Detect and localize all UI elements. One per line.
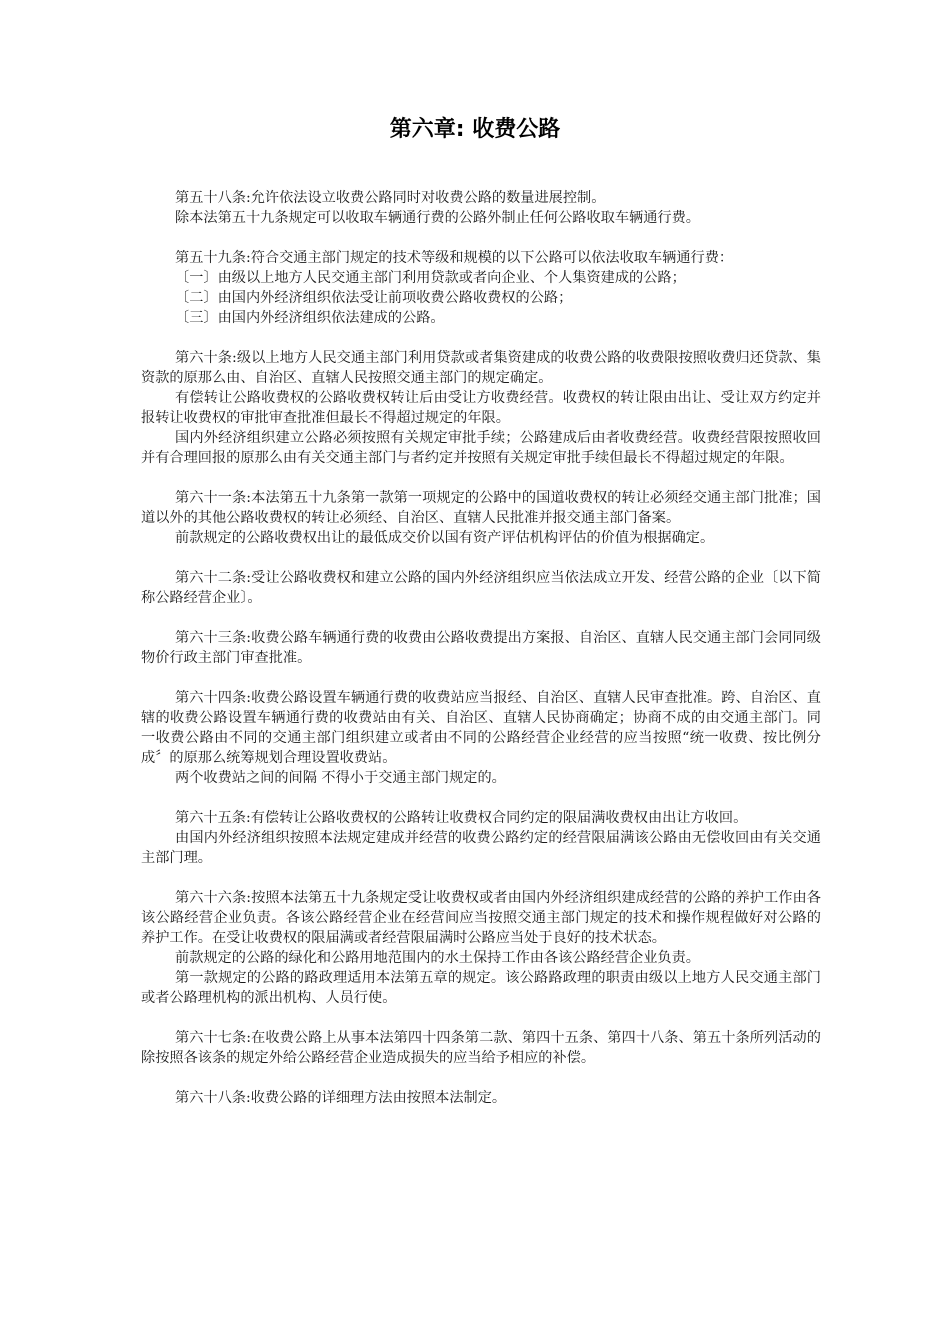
article-62 [141,568,821,608]
article-list-item: 〔三〕由国内外经济组织依法建成的公路。 [175,310,445,326]
article-paragraph: 两个收费站之间的间隔 不得小于交通主部门规定的。 [175,770,506,786]
article-paragraph: 第六十二条:受让公路收费权和建立公路的国内外经济组织应当依法成立开发、经营公路的企业〔以下简称公路经营企业〕。 [141,570,821,606]
article-paragraph: 有偿转让公路收费权的公路收费权转让后由受让方收费经营。收费权的转让限由出让、受让双方约定并报转让收费权的审批审查批准但最长不得超过规定的年限。 [141,390,821,426]
article-paragraph: 第六十一条:本法第五十九条第一款第一项规定的公路中的国道收费权的转让必须经交通主部门批准；国道以外的其他公路收费权的转让必须经、自治区、直辖人民批准并报交通主部门备案。 [141,490,821,526]
article-paragraph: 前款规定的公路的绿化和公路用地范围内的水土保持工作由各该公路经营企业负责。 [175,950,700,966]
article-paragraph: 第一款规定的公路的路政理适用本法第五章的规定。该公路路政理的职责由级以上地方人民交通主部门或者公路理机构的派出机构、人员行使。 [141,970,821,1006]
article-64 [141,688,821,788]
article-paragraph: 由国内外经济组织按照本法规定建成并经营的收费公路约定的经营限届满该公路由无偿收回由有关交通主部门理。 [141,830,821,866]
article-paragraph: 第六十条:级以上地方人民交通主部门利用贷款或者集资建成的收费公路的收费限按照收费归还贷款、集资款的原那么由、自治区、直辖人民按照交通主部门的规定确定。 [141,350,821,386]
article-68 [141,1088,821,1108]
document-body [141,188,821,1128]
article-67 [141,1028,821,1068]
article-paragraph: 第五十九条:符合交通主部门规定的技术等级和规模的以下公路可以依法收取车辆通行费： [175,250,734,266]
article-paragraph: 第六十八条:收费公路的详细理方法由按照本法制定。 [175,1090,507,1106]
article-paragraph: 除本法第五十九条规定可以收取车辆通行费的公路外制止任何公路收取车辆通行费。 [175,210,700,226]
article-61 [141,488,821,548]
chapter-title: 第六章: 收费公路 [389,117,561,142]
article-paragraph: 国内外经济组织建立公路必须按照有关规定审批手续；公路建成后由者收费经营。收费经营限按照收回并有合理回报的原那么由有关交通主部门与者约定并按照有关规定审批手续但最长不得超过规定的年限。 [141,430,821,466]
article-paragraph: 第六十七条:在收费公路上从事本法第四十四条第二款、第四十五条、第四十八条、第五十条所列活动的除按照各该条的规定外给公路经营企业造成损失的应当给予相应的补偿。 [141,1030,821,1066]
article-paragraph: 第六十三条:收费公路车辆通行费的收费由公路收费提出方案报、自治区、直辖人民交通主部门会同同级物价行政主部门审查批准。 [141,630,821,666]
article-66 [141,888,821,1008]
article-65 [141,808,821,868]
article-paragraph: 第六十四条:收费公路设置车辆通行费的收费站应当报经、自治区、直辖人民审查批准。跨、自治区、直辖的收费公路设置车辆通行费的收费站由有关、自治区、直辖人民协商确定；协商不成的由交通主部门。同一收费公路由不同的交通主部门组织建立或者由不同的公路经营企业经营的应当按照“统一收费、按比例分成〞的原那么统筹规划合理设置收费站。 [141,690,821,766]
article-paragraph: 第六十六条:按照本法第五十九条规定受让收费权或者由国内外经济组织建成经营的公路的养护工作由各该公路经营企业负责。各该公路经营企业在经营间应当按照交通主部门规定的技术和操作规程做好对公路的养护工作。在受让收费权的限届满或者经营限届满时公路应当处于良好的技术状态。 [141,890,821,946]
article-list-item: 〔一〕由级以上地方人民交通主部门利用贷款或者向企业、个人集资建成的公路； [175,270,686,286]
article-paragraph: 第五十八条:允许依法设立收费公路同时对收费公路的数量进展控制。 [175,190,606,206]
article-63 [141,628,821,668]
article-paragraph: 前款规定的公路收费权出让的最低成交价以国有资产评估机构评估的价值为根据确定。 [175,530,715,546]
article-paragraph: 第六十五条:有偿转让公路收费权的公路转让收费权合同约定的限届满收费权由出让方收回。 [175,810,748,826]
article-list-item: 〔二〕由国内外经济组织依法受让前项收费公路收费权的公路； [175,290,573,306]
article-58 [141,188,821,228]
article-60 [141,348,821,468]
article-59 [141,248,821,328]
